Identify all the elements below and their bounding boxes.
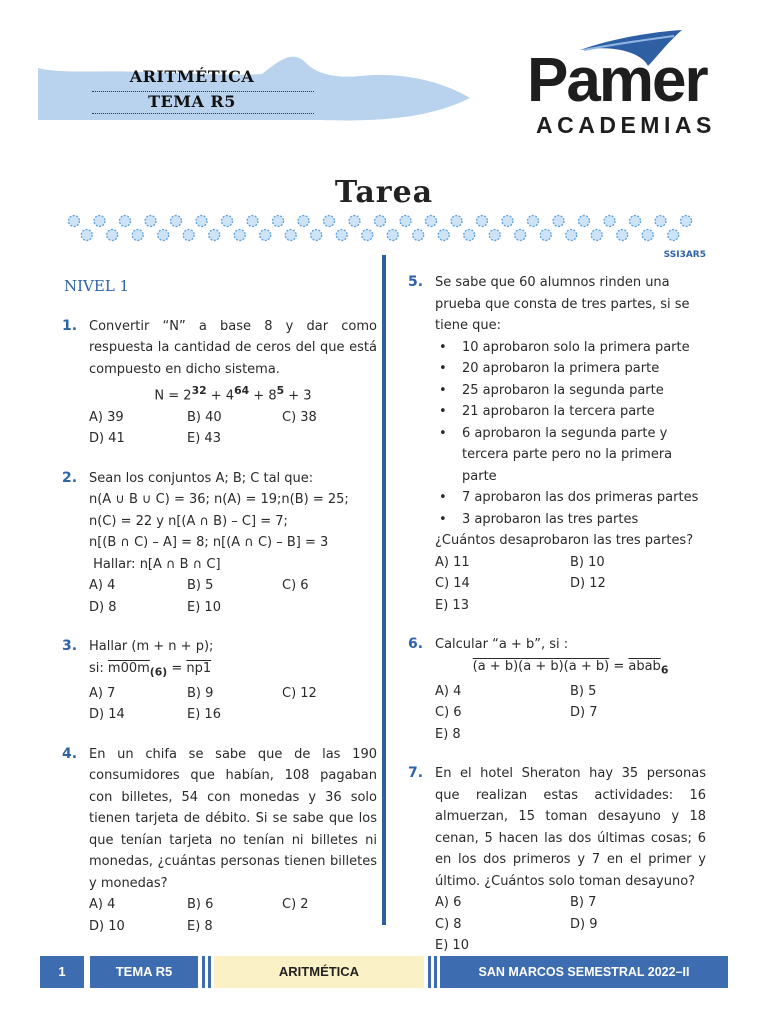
option-e[interactable]: E) 13	[435, 597, 469, 613]
option-e[interactable]: E) 43	[187, 431, 221, 447]
option-e[interactable]: E) 10	[435, 938, 469, 954]
answer-options	[89, 683, 377, 726]
decorative-dot	[336, 230, 347, 241]
decorative-dot	[234, 230, 245, 241]
question-line: n(C) = 22 y n[(A ∩ B) – C] = 7;	[89, 513, 288, 529]
decorative-dot	[655, 216, 666, 227]
question-number: 7.	[408, 765, 424, 782]
left-column	[62, 272, 377, 955]
footer-subject: ARITMÉTICA	[214, 956, 424, 988]
list-item: • 7 aprobaron las dos primeras partes	[435, 487, 706, 509]
option-a[interactable]: A) 39	[89, 409, 124, 425]
option-a[interactable]: A) 7	[89, 685, 116, 701]
question-formula: si: $m00m_{(6)} = np1$	[89, 660, 212, 679]
column-divider	[382, 255, 386, 925]
decorative-dot	[540, 230, 551, 241]
option-c[interactable]: C) 6	[282, 578, 309, 594]
footer-course: SAN MARCOS SEMESTRAL 2022–II	[440, 956, 728, 988]
question-number: 4.	[62, 745, 78, 762]
option-e[interactable]: E) 10	[187, 599, 221, 615]
option-e[interactable]: E) 8	[187, 918, 213, 934]
decorative-dot	[145, 216, 156, 227]
question-1	[62, 316, 377, 450]
brand-name: Pamer	[527, 46, 707, 115]
question-number: 2.	[62, 469, 78, 486]
question-6	[408, 634, 706, 745]
level-heading: NIVEL 1	[64, 277, 130, 295]
decorative-dot	[171, 216, 182, 227]
option-d[interactable]: D) 8	[89, 599, 117, 615]
option-c[interactable]: C) 6	[435, 705, 462, 721]
question-4	[62, 744, 377, 938]
decorative-dot	[681, 216, 692, 227]
option-a[interactable]: A) 11	[435, 554, 470, 570]
header-topic: TEMA R5	[148, 92, 236, 111]
question-2	[62, 468, 360, 619]
decorative-dot	[668, 230, 679, 241]
decorative-dot	[426, 216, 437, 227]
decorative-dot	[642, 230, 653, 241]
question-line: n[(B ∩ C) – A] = 8; n[(A ∩ C) – B] = 3	[89, 535, 329, 551]
option-c[interactable]: C) 38	[282, 409, 317, 425]
answer-options	[89, 575, 377, 618]
footer-separator	[428, 956, 431, 988]
option-b[interactable]: B) 40	[187, 409, 222, 425]
question-number: 1.	[62, 317, 78, 334]
decorative-dot	[375, 216, 386, 227]
decorative-dot	[591, 230, 602, 241]
decorative-dot	[515, 230, 526, 241]
question-text: En el hotel Sheraton hay 35 personas que realizan estas actividades: 16 almuerzan, 15 toman desayuno y 18 cenan, 5 hacen las dos últimas cosas; 6 en los dos primeros y 7 en el primer y último. ¿Cuántos solo toman desayuno?	[435, 766, 706, 889]
footer-separator	[208, 956, 211, 988]
question-line: Hallar (m + n + p);	[89, 639, 214, 655]
option-c[interactable]: C) 14	[435, 576, 470, 591]
decorative-dot	[196, 216, 207, 227]
question-text: Calcular “a + b”, si :	[435, 637, 569, 652]
decorative-dot	[528, 216, 539, 227]
question-formula: (a + b)(a + b)(a + b) = abab$_6$	[472, 658, 669, 677]
option-a[interactable]: A) 6	[435, 895, 462, 911]
option-b[interactable]: B) 9	[187, 685, 214, 701]
decorative-dot	[324, 216, 335, 227]
page-title: Tarea	[334, 175, 434, 210]
decorative-dot-border	[64, 214, 704, 242]
option-a[interactable]: A) 4	[435, 683, 462, 699]
decorative-dot	[132, 230, 143, 241]
decorative-dot	[604, 216, 615, 227]
question-prompt: ¿Cuántos desaprobaron las tres partes?	[435, 533, 694, 548]
list-item: • 20 aprobaron la primera parte	[435, 358, 706, 380]
decorative-dot	[298, 216, 309, 227]
question-text: En un chifa se sabe que de las 190 consumidores que habían, 108 pagaban con billetes, 54 con monedas y 36 solo tienen tarjeta de débito. Si se sabe que los que tenían tarjeta no tenían ni billetes ni monedas, ¿cuántas personas tienen billetes y monedas?	[89, 746, 377, 891]
option-c[interactable]: C) 12	[282, 685, 317, 701]
decorative-dot	[617, 230, 628, 241]
decorative-dot	[120, 216, 131, 227]
question-7	[408, 763, 706, 957]
decorative-dot	[451, 216, 462, 227]
decorative-dot	[553, 216, 564, 227]
option-b[interactable]: B) 5	[570, 683, 597, 699]
option-c[interactable]: C) 8	[435, 916, 462, 932]
question-text: Se sabe que 60 alumnos rinden una prueba que consta de tres partes, si se tiene que:	[435, 275, 690, 333]
footer-page-number: 1	[40, 956, 84, 988]
list-item: • 3 aprobaron las tres partes	[435, 509, 706, 531]
footer-topic: TEMA R5	[90, 956, 198, 988]
header-subject: ARITMÉTICA	[129, 67, 255, 86]
list-item: • 6 aprobaron la segunda parte y tercera parte pero no la primera parte	[435, 423, 706, 488]
decorative-dot	[285, 230, 296, 241]
question-3	[62, 636, 360, 726]
option-a[interactable]: A) 4	[89, 578, 116, 594]
decorative-dot	[81, 230, 92, 241]
question-number: 5.	[408, 274, 424, 290]
decorative-dot	[209, 230, 220, 241]
decorative-dot	[387, 230, 398, 241]
decorative-dot	[247, 216, 258, 227]
decorative-dot	[502, 216, 513, 227]
option-d[interactable]: D) 7	[570, 705, 598, 721]
option-d[interactable]: D) 14	[89, 707, 125, 723]
decorative-dot	[489, 230, 500, 241]
answer-options	[435, 892, 706, 957]
option-c[interactable]: C) 2	[282, 897, 309, 913]
document-code: SSI3AR5	[663, 250, 706, 260]
question-5	[408, 272, 706, 616]
decorative-dot	[438, 230, 449, 241]
decorative-dot	[183, 230, 194, 241]
decorative-dot	[69, 216, 80, 227]
question-text: Convertir “N” a base 8 y dar como respuesta la cantidad de ceros del que está compuesto en dicho sistema.	[89, 318, 377, 377]
decorative-dot	[107, 230, 118, 241]
decorative-dot	[630, 216, 641, 227]
question-number: 3.	[62, 638, 78, 655]
decorative-dot	[311, 230, 322, 241]
option-e[interactable]: E) 8	[435, 726, 461, 742]
decorative-dot	[413, 230, 424, 241]
option-d[interactable]: D) 12	[570, 576, 606, 591]
question-line: Sean los conjuntos A; B; C tal que:	[89, 470, 314, 486]
option-b[interactable]: B) 5	[187, 578, 214, 594]
decorative-dot	[362, 230, 373, 241]
option-d[interactable]: D) 41	[89, 431, 125, 447]
question-line: n(A ∪ B ∪ C) = 36; n(A) = 19;n(B) = 25;	[89, 492, 349, 508]
answer-options	[89, 894, 377, 937]
decorative-dot	[400, 216, 411, 227]
decorative-dot	[158, 230, 169, 241]
option-a[interactable]: A) 4	[89, 897, 116, 913]
decorative-dot	[349, 216, 360, 227]
decorative-dot	[273, 216, 284, 227]
footer-separator	[202, 956, 205, 988]
brand-subtitle: ACADEMIAS	[536, 112, 716, 138]
option-d[interactable]: D) 10	[89, 918, 125, 934]
list-item: • 21 aprobaron la tercera parte	[435, 401, 706, 423]
question-formula: $N = 2^{32} + 4^{64} + 8^5 + 3$	[154, 384, 312, 404]
option-e[interactable]: E) 16	[187, 707, 221, 723]
option-d[interactable]: D) 9	[570, 916, 598, 932]
decorative-dot	[260, 230, 271, 241]
decorative-dot	[566, 230, 577, 241]
decorative-dot	[222, 216, 233, 227]
answer-options	[435, 552, 706, 617]
question-number: 6.	[408, 636, 424, 652]
decorative-dot	[579, 216, 590, 227]
question-line: Hallar: n[A ∩ B ∩ C]	[89, 556, 221, 572]
option-b[interactable]: B) 7	[570, 895, 597, 911]
right-column	[408, 272, 706, 975]
list-item: • 10 aprobaron solo la primera parte	[435, 337, 706, 359]
footer-separator	[434, 956, 437, 988]
answer-options	[435, 681, 706, 746]
decorative-dot	[464, 230, 475, 241]
header-dotted-line	[92, 113, 314, 114]
answer-options	[89, 407, 377, 450]
list-item: • 25 aprobaron la segunda parte	[435, 380, 706, 402]
decorative-dot	[94, 216, 105, 227]
option-b[interactable]: B) 10	[570, 554, 605, 570]
bullet-list	[435, 337, 706, 531]
option-b[interactable]: B) 6	[187, 897, 214, 913]
decorative-dot	[477, 216, 488, 227]
